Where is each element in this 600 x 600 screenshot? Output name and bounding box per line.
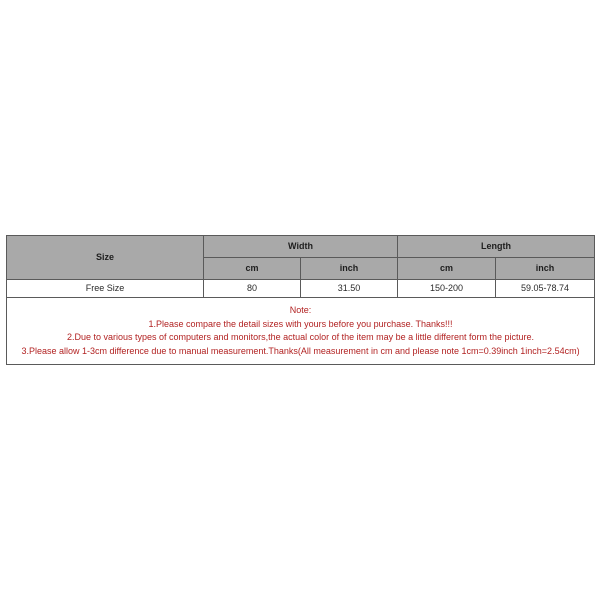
table-row bbox=[7, 280, 595, 298]
width-inch-header: inch bbox=[301, 258, 398, 280]
length-inch-header: inch bbox=[496, 258, 595, 280]
header-row bbox=[7, 236, 595, 258]
length-cm-header: cm bbox=[398, 258, 496, 280]
width-header: Width bbox=[204, 236, 398, 258]
size-chart-table bbox=[6, 235, 595, 365]
note-title: Note: bbox=[289, 305, 312, 315]
note-line-2: 2.Due to various types of computers and monitors,the actual color of the item may be a little different form the picture. bbox=[66, 332, 535, 342]
note-line-3: 3.Please allow 1-3cm difference due to manual measurement.Thanks(All measurement in cm and please note 1cm=0.39inch 1inch=2.54cm) bbox=[21, 345, 580, 356]
width-cm-cell: 80 bbox=[204, 280, 301, 298]
width-cm-header: cm bbox=[204, 258, 301, 280]
width-inch-cell: 31.50 bbox=[301, 280, 398, 298]
size-header: Size bbox=[7, 236, 204, 280]
length-header: Length bbox=[398, 236, 595, 258]
length-cm-cell: 150-200 bbox=[398, 280, 496, 298]
size-cell: Free Size bbox=[7, 280, 204, 298]
note-cell bbox=[7, 298, 595, 365]
length-inch-cell: 59.05-78.74 bbox=[496, 280, 595, 298]
note-row bbox=[7, 298, 595, 365]
note-line-1: 1.Please compare the detail sizes with yours before you purchase. Thanks!!! bbox=[148, 318, 453, 329]
